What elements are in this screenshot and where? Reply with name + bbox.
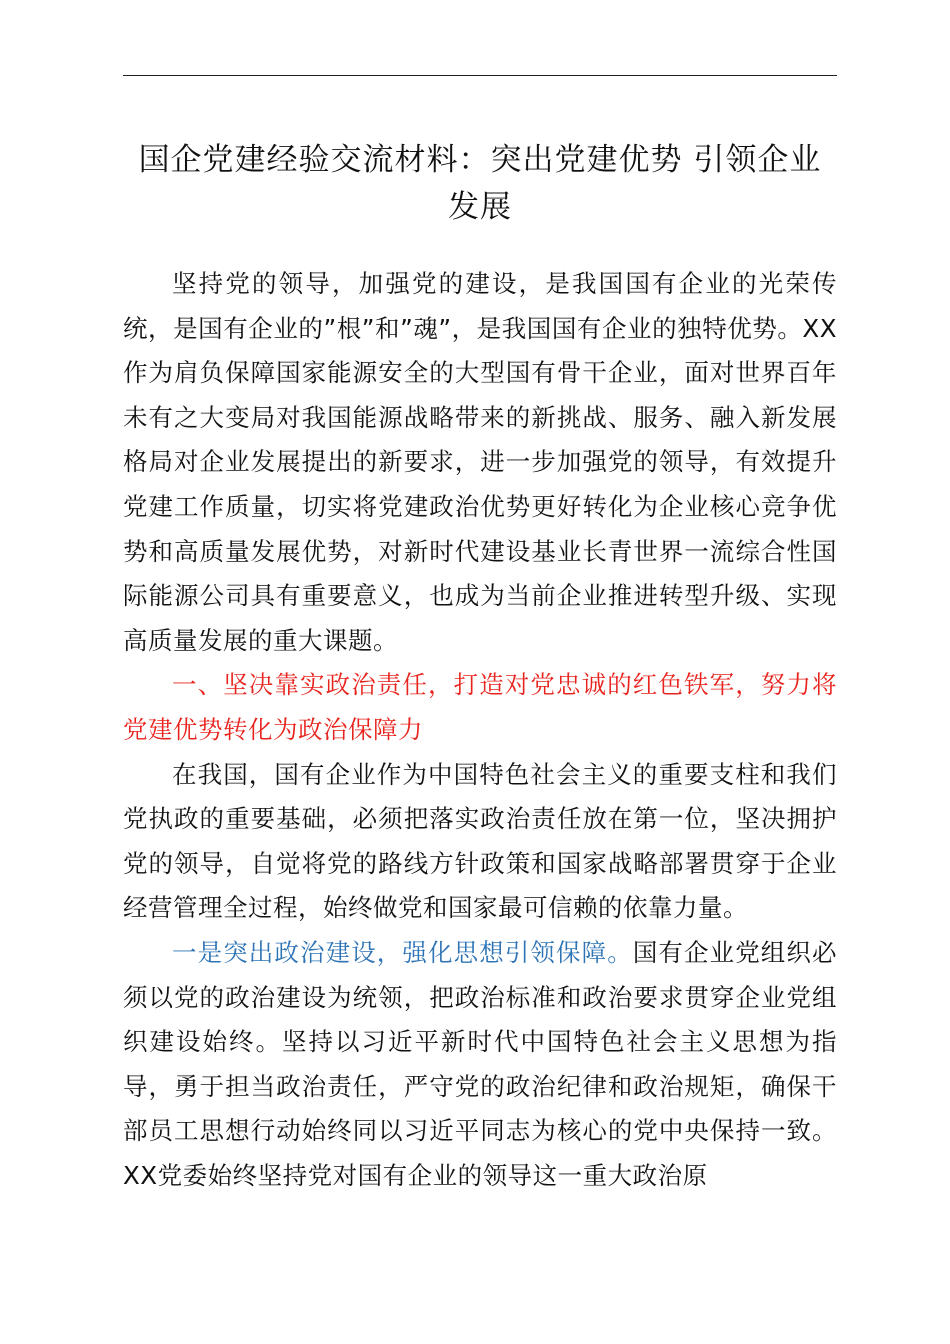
section-heading-1: 一、坚决靠实政治责任，打造对党忠诚的红色铁军，努力将党建优势转化为政治保障力 [123,670,837,744]
point-1-lead: 一是突出政治建设，强化思想引领保障。 [172,937,633,967]
document-body [123,262,837,1198]
point-1-body: 国有企业党组织必须以党的政治建设为统领，把政治标准和政治要求贯穿企业党组织建设始终。坚持以习近平新时代中国特色社会主义思想为指导，勇于担当政治责任，严守党的政治纪律和政治规矩，确保干部员工思想行动始终同以习近平同志为核心的党中央保持一致。XX党委始终坚持党对国有企业的领导这一重大政治原 [123,937,838,1190]
intro-paragraph: 坚持党的领导，加强党的建设，是我国国有企业的光荣传统，是国有企业的”根”和”魂”，是我国国有企业的独特优势。XX作为肩负保障国家能源安全的大型国有骨干企业，面对世界百年未有之大变局对我国能源战略带来的新挑战、服务、融入新发展格局对企业发展提出的新要求，进一步加强党的领导，有效提升党建工作质量，切实将党建政治优势更好转化为企业核心竞争优势和高质量发展优势，对新时代建设基业长青世界一流综合性国际能源公司具有重要意义，也成为当前企业推进转型升级、实现高质量发展的重大课题。 [123,269,837,655]
section-1-paragraph: 在我国，国有企业作为中国特色社会主义的重要支柱和我们党执政的重要基础，必须把落实政治责任放在第一位，坚决拥护党的领导，自觉将党的路线方针政策和国家战略部署贯穿于企业经营管理全过程，始终做党和国家最可信赖的依靠力量。 [123,759,837,923]
point-1-paragraph [123,931,837,1199]
document-title: 国企党建经验交流材料：突出党建优势 引领企业发展 [138,142,822,225]
header-rule [123,75,837,76]
